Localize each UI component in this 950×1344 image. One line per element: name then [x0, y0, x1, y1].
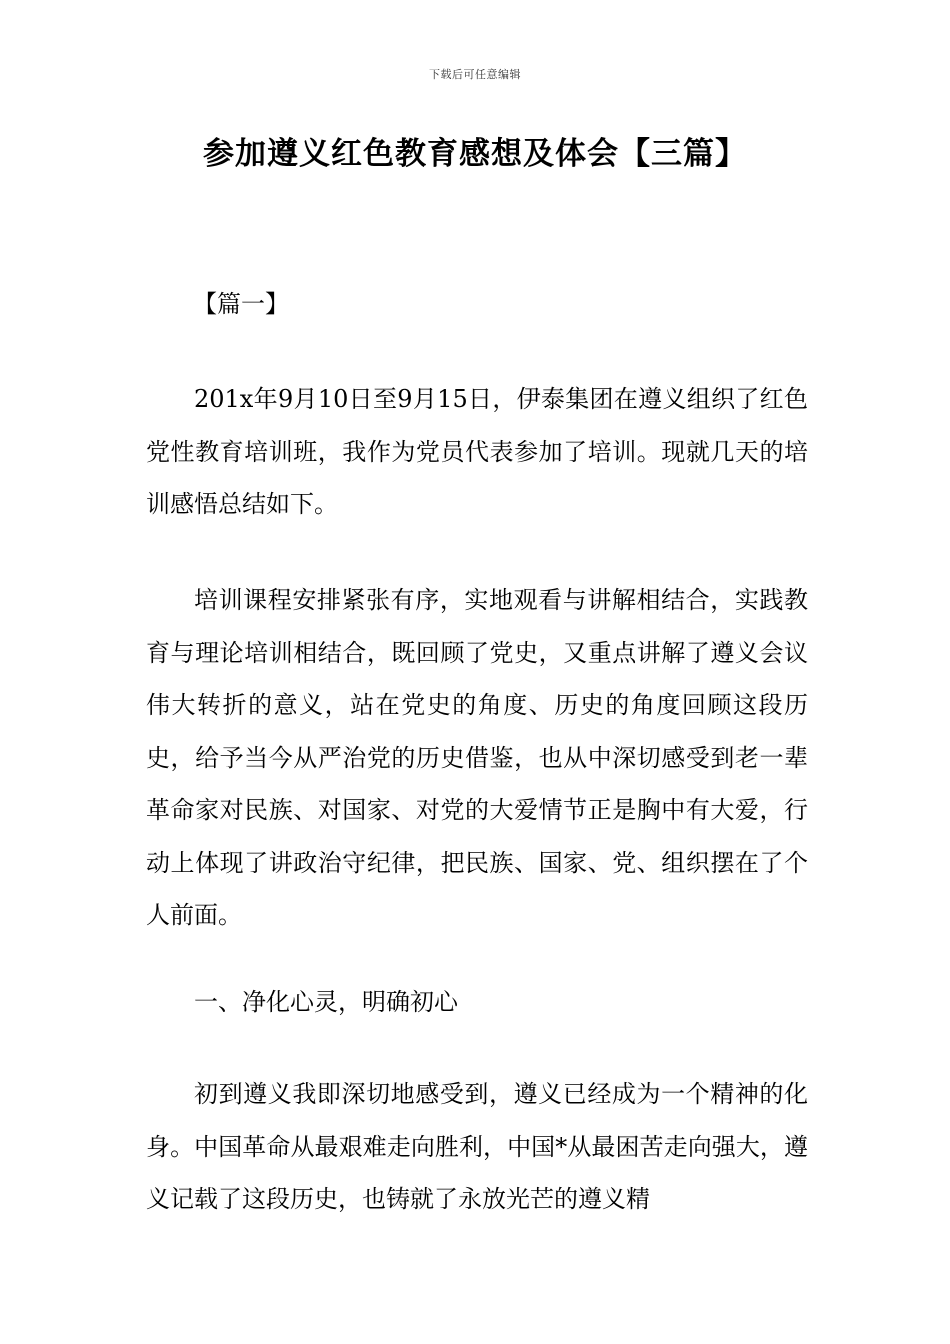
paragraph-zunyi-spirit: 初到遵义我即深切地感受到，遵义已经成为一个精神的化身。中国革命从最艰难走向胜利，中国*从最困苦走向强大，遵义记载了这段历史，也铸就了永放光芒的遵义精: [146, 1080, 808, 1213]
paragraph-intro: 201x年9月10日至9月15日，伊泰集团在遵义组织了红色党性教育培训班，我作为党员代表参加了培训。现就几天的培训感悟总结如下。: [146, 385, 808, 518]
subheading-1: 一、净化心灵，明确初心: [194, 988, 458, 1016]
paragraph-training: 培训课程安排紧张有序，实地观看与讲解相结合，实践教育与理论培训相结合，既回顾了党史，又重点讲解了遵义会议伟大转折的意义，站在党史的角度、历史的角度回顾这段历史，给予当今从严治党的历史借鉴，也从中深切感受到老一辈革命家对民族、对国家、对党的大爱情节正是胸中有大爱，行动上体现了讲政治守纪律，把民族、国家、党、组织摆在了个人前面。: [146, 586, 808, 929]
document-title: 参加遵义红色教育感想及体会【三篇】: [203, 136, 747, 172]
section-label: 【篇一】: [193, 290, 289, 318]
header-note: 下载后可任意编辑: [429, 68, 521, 81]
